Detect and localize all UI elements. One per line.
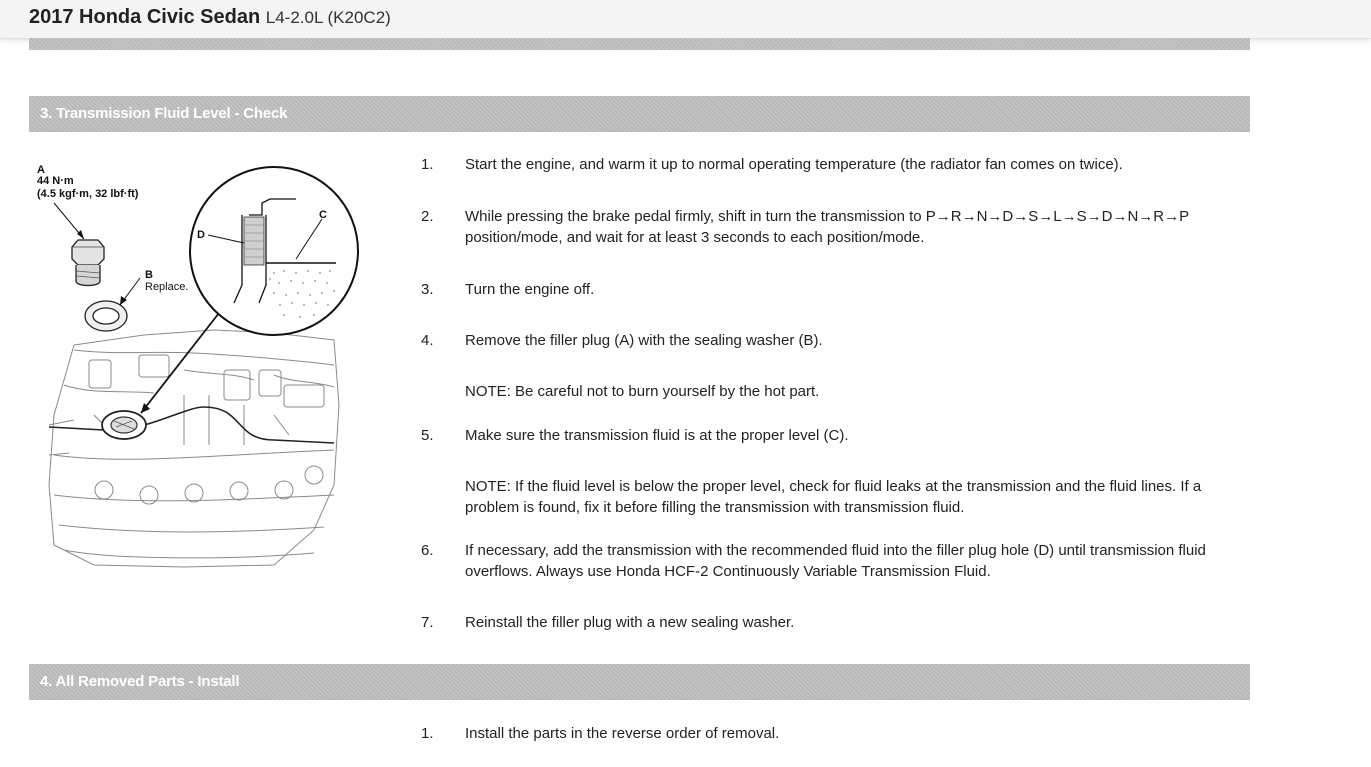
note-fluid-leaks: NOTE: If the fluid level is below the proper level, check for fluid leaks at the transmission and the fluid lines. If a problem is found, fix it before filling the transmission with transmission fluid. — [465, 478, 1202, 516]
label-b: B — [145, 269, 153, 281]
step-text: If necessary, add the transmission with the recommended fluid into the filler plug hole (D) until transmission fluid overflows. Always use Honda HCF-2 Continuously Variable Transmission Fluid. — [465, 542, 1206, 580]
replace-label: Replace. — [145, 281, 189, 293]
note-hot-part: NOTE: Be careful not to burn yourself by the hot part. — [465, 383, 820, 400]
step-text: Remove the filler plug (A) with the sealing washer (B). — [465, 332, 823, 349]
step-text: Start the engine, and warm it up to normal operating temperature (the radiator fan comes on twice). — [465, 156, 1123, 173]
previous-section-strip — [29, 38, 1250, 50]
label-a: A — [37, 164, 45, 176]
magnified-detail-circle — [190, 167, 358, 335]
label-d: D — [197, 229, 205, 241]
step-text: Turn the engine off. — [465, 281, 595, 298]
step-number: 6. — [421, 542, 434, 559]
vehicle-title — [29, 6, 391, 29]
step-number: 7. — [421, 614, 434, 631]
label-c: C — [319, 209, 327, 221]
step-number: 3. — [421, 281, 434, 298]
fluid-check-diagram — [34, 155, 364, 585]
vehicle-model: 2017 Honda Civic Sedan — [29, 6, 261, 28]
step-number: 1. — [421, 156, 434, 173]
step-number: 2. — [421, 208, 434, 225]
transmission-illustration — [34, 155, 364, 585]
step-text: Reinstall the filler plug with a new sealing washer. — [465, 614, 795, 631]
step-text: Install the parts in the reverse order of removal. — [465, 725, 780, 742]
sealing-washer-icon — [85, 301, 127, 331]
torque-alt-value: (4.5 kgf·m, 32 lbf·ft) — [37, 188, 139, 200]
vehicle-header — [0, 0, 1371, 39]
step-number: 4. — [421, 332, 434, 349]
section-header-fluid-check[interactable]: 3. Transmission Fluid Level - Check — [29, 96, 1250, 132]
step-number: 1. — [421, 725, 434, 742]
step-text: While pressing the brake pedal firmly, shift in turn the transmission to P→R→N→D→S→L→S→D→N→R→P position/mode, and wait for at least 3 seconds to each position/mode. — [465, 208, 1189, 246]
step-number: 5. — [421, 427, 434, 444]
torque-value: 44 N·m — [37, 175, 74, 187]
filler-plug-icon — [72, 240, 104, 286]
step-text: Make sure the transmission fluid is at the proper level (C). — [465, 427, 849, 444]
section-header-parts-install[interactable]: 4. All Removed Parts - Install — [29, 664, 1250, 700]
vehicle-engine: L4-2.0L (K20C2) — [265, 8, 391, 27]
